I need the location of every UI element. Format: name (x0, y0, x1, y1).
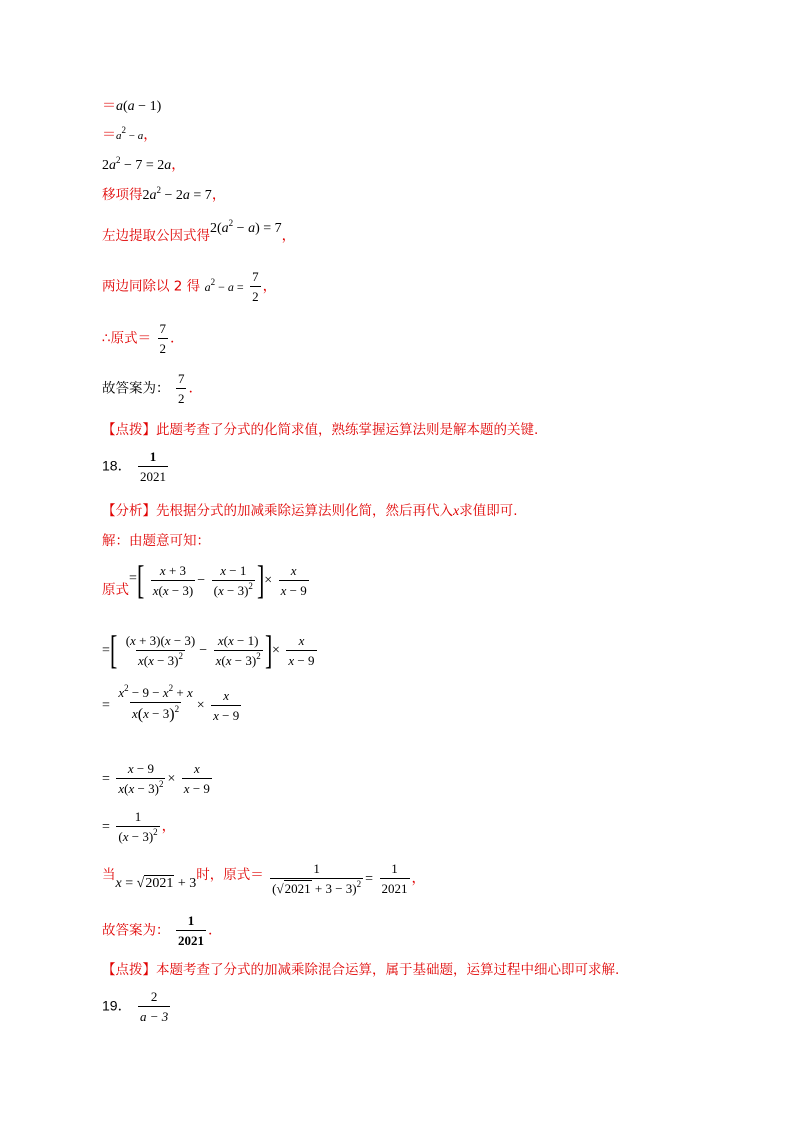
step-expand: = $\frac{x^2 - 9 - x^2 + x}{x(x - 3)^2}$ × $\frac{x}{x - 9}$ (102, 684, 243, 726)
step-simplify-numerator: = $\frac{x - 9}{x(x - 3)^2}$ × $\frac{x}{x - 9}$ (102, 761, 210, 796)
equation-given: $2a^2 - 7 = 2a$， (102, 155, 186, 173)
question-18-answer: 18． $\frac{1}{2021}$ (102, 449, 167, 484)
answer-17: 故答案为： $\frac{7}{2}$ . (102, 371, 193, 406)
analysis-18: 【分析】先根据分式的加减乘除运算法则化简，然后再代入x求值即可. (102, 503, 518, 519)
step-divide: 两边同除以 2 得 $a^2 - a$ = $\frac{7}{2}$ ， (102, 269, 277, 304)
step-transpose: 移项得$2a^2 - 2a = 7$， (102, 185, 226, 203)
step-a-squared-minus-a: $=a^2 - a$， (102, 125, 158, 143)
tip-18: 【点拨】本题考查了分式的加减乘除混合运算，属于基础题，运算过程中细心即可求解. (102, 962, 620, 978)
solution-intro: 解：由题意可知： (102, 533, 210, 549)
step-original-expression: 原式=[ $\frac{x + 3}{x(x - 3)}$ − $\frac{x - 1}{(x - 3)^2}$ ]× $\frac{x}{x - 9}$ (102, 557, 307, 602)
answer-18: 故答案为： $\frac{1}{2021}$ . (102, 913, 213, 948)
step-a-times-a-minus-1: ＝a(a − 1) (102, 98, 162, 114)
step-factor: 左边提取公因式得$2(a^2 - a) = 7$， (102, 218, 296, 244)
tip-17: 【点拨】此题考查了分式的化简求值，熟练掌握运算法则是解本题的关键. (102, 422, 539, 438)
step-substitute: 当x = √2021 + 3时，原式＝ $\frac{1}{(√2021 + 3 - 3)^2}$ = $\frac{1}{2021}$ ， (102, 861, 426, 896)
step-common-denominator: =[ $\frac{(x + 3)(x - 3)}{x(x - 3)^2}$ − $\frac{x(x - 1)}{x(x - 3)^2}$ ]× $\frac{x}{x - 9}$ (102, 627, 315, 672)
result-original-expression: ∴原式＝ $\frac{7}{2}$ . (102, 321, 175, 356)
question-19-answer: 19． $\frac{2}{a - 3}$ (102, 989, 169, 1024)
step-final-simplified: = $\frac{1}{(x - 3)^2}$ ， (102, 809, 176, 844)
